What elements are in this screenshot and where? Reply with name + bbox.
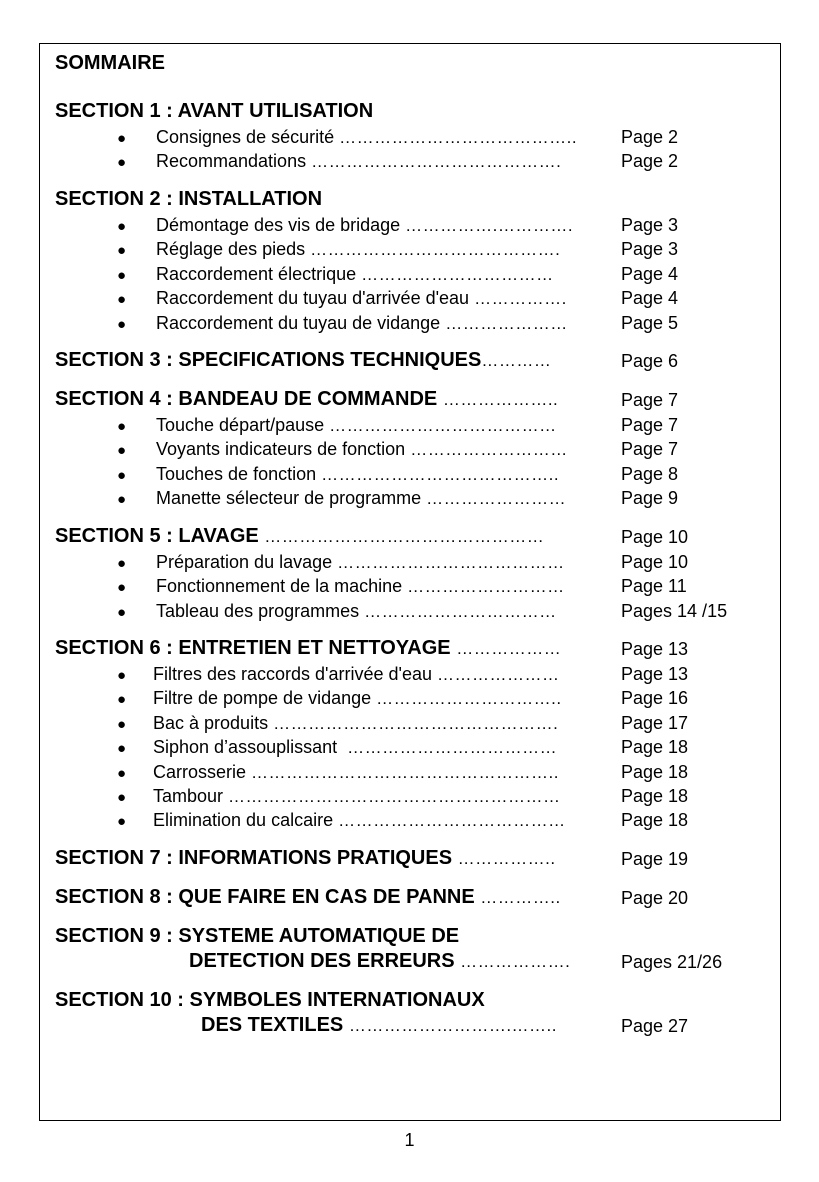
bullet-icon: ● — [117, 740, 127, 757]
bullet-icon: ● — [117, 242, 127, 259]
toc-page: Page 20 — [621, 888, 689, 908]
toc-page: Page 11 — [621, 576, 687, 596]
toc-item: Carrosserie …………………………………………….. — [153, 762, 559, 782]
toc-page: Pages 21/26 — [621, 952, 723, 972]
toc-item: Siphon d’assouplissant ……………………………… — [153, 737, 558, 757]
section-10-heading-cont: DES TEXTILES ……………………….…….. — [201, 1014, 557, 1036]
toc-item: Tableau des programmes …………………………… — [156, 601, 557, 621]
toc-page: Page 13 — [621, 664, 689, 684]
toc-page: Page 3 — [621, 239, 679, 259]
toc-page: Page 13 — [621, 639, 689, 659]
bullet-icon: ● — [117, 418, 127, 435]
section-7-heading: SECTION 7 : INFORMATIONS PRATIQUES …………….. — [55, 847, 556, 869]
toc-page: Page 7 — [621, 439, 679, 459]
toc-item: Raccordement du tuyau d'arrivée d'eau ……………. — [156, 288, 567, 308]
toc-page: Page 7 — [621, 390, 679, 410]
bullet-icon: ● — [117, 316, 127, 333]
toc-item: Recommandations ……………………………………. — [156, 151, 562, 171]
toc-page: Page 17 — [621, 713, 689, 733]
section-6-heading: SECTION 6 : ENTRETIEN ET NETTOYAGE ……………… — [55, 637, 562, 659]
toc-page: Page 6 — [621, 351, 679, 371]
section-9-heading: SECTION 9 : SYSTEME AUTOMATIQUE DE — [55, 925, 460, 947]
bullet-icon: ● — [117, 218, 127, 235]
toc-item: Démontage des vis de bridage …………….…………. — [156, 215, 574, 235]
bullet-icon: ● — [117, 491, 127, 508]
bullet-icon: ● — [117, 467, 127, 484]
toc-page: Page 3 — [621, 215, 679, 235]
toc-page: Page 7 — [621, 415, 679, 435]
bullet-icon: ● — [117, 579, 127, 596]
bullet-icon: ● — [117, 267, 127, 284]
toc-item: Préparation du lavage ………………………………… — [156, 552, 565, 572]
toc-page: Page 2 — [621, 127, 679, 147]
bullet-icon: ● — [117, 291, 127, 308]
toc-page: Page 18 — [621, 737, 689, 757]
toc-item: Manette sélecteur de programme …………………… — [156, 488, 567, 508]
bullet-icon: ● — [117, 130, 127, 147]
toc-item: Raccordement électrique …………………………… — [156, 264, 554, 284]
toc-item: Réglage des pieds ……………………………………. — [156, 239, 561, 259]
toc-item: Raccordement du tuyau de vidange ………………… — [156, 313, 568, 333]
toc-page: Page 4 — [621, 288, 679, 308]
toc-item: Tambour ………………………………………………… — [153, 786, 561, 806]
section-2-heading: SECTION 2 : INSTALLATION — [55, 188, 323, 210]
section-3-heading: SECTION 3 : SPECIFICATIONS TECHNIQUES………… — [55, 349, 552, 371]
bullet-icon: ● — [117, 765, 127, 782]
toc-item: Touches de fonction ………………………………….. — [156, 464, 560, 484]
section-8-heading: SECTION 8 : QUE FAIRE EN CAS DE PANNE ………….. — [55, 886, 561, 908]
page-number: 1 — [404, 1130, 415, 1150]
toc-item: Elimination du calcaire ………………………………… — [153, 810, 566, 830]
section-5-heading: SECTION 5 : LAVAGE ………………………………………… — [55, 525, 545, 547]
toc-item: Consignes de sécurité ………………………………….. — [156, 127, 578, 147]
bullet-icon: ● — [117, 667, 127, 684]
toc-page: Page 18 — [621, 786, 689, 806]
toc-item: Touche départ/pause ………………………………… — [156, 415, 557, 435]
bullet-icon: ● — [117, 789, 127, 806]
bullet-icon: ● — [117, 691, 127, 708]
toc-page: Page 9 — [621, 488, 679, 508]
page-title: SOMMAIRE — [55, 52, 165, 74]
bullet-icon: ● — [117, 813, 127, 830]
section-4-heading: SECTION 4 : BANDEAU DE COMMANDE ……………….. — [55, 388, 559, 410]
toc-page: Page 10 — [621, 552, 689, 572]
toc-page: Page 10 — [621, 527, 689, 547]
bullet-icon: ● — [117, 555, 127, 572]
toc-page: Page 2 — [621, 151, 679, 171]
toc-page: Page 5 — [621, 313, 679, 333]
toc-page: Page 27 — [621, 1016, 689, 1036]
bullet-icon: ● — [117, 604, 127, 621]
toc-item: Filtre de pompe de vidange ………………………….. — [153, 688, 562, 708]
toc-item: Fonctionnement de la machine ……………………… — [156, 576, 565, 596]
toc-page: Page 18 — [621, 762, 689, 782]
bullet-icon: ● — [117, 442, 127, 459]
toc-item: Voyants indicateurs de fonction ……………………… — [156, 439, 568, 459]
toc-page: Page 18 — [621, 810, 689, 830]
toc-item: Filtres des raccords d'arrivée d'eau ………………… — [153, 664, 560, 684]
section-9-heading-cont: DETECTION DES ERREURS ………………. — [189, 950, 571, 972]
section-10-heading: SECTION 10 : SYMBOLES INTERNATIONAUX — [55, 989, 485, 1011]
toc-page: Page 8 — [621, 464, 679, 484]
toc-page: Page 19 — [621, 849, 689, 869]
toc-item: Bac à produits …………………………………………. — [153, 713, 559, 733]
toc-page: Page 16 — [621, 688, 689, 708]
toc-page: Pages 14 /15 — [621, 601, 728, 621]
section-1-heading: SECTION 1 : AVANT UTILISATION — [55, 100, 374, 122]
toc-page: Page 4 — [621, 264, 679, 284]
bullet-icon: ● — [117, 154, 127, 171]
bullet-icon: ● — [117, 716, 127, 733]
